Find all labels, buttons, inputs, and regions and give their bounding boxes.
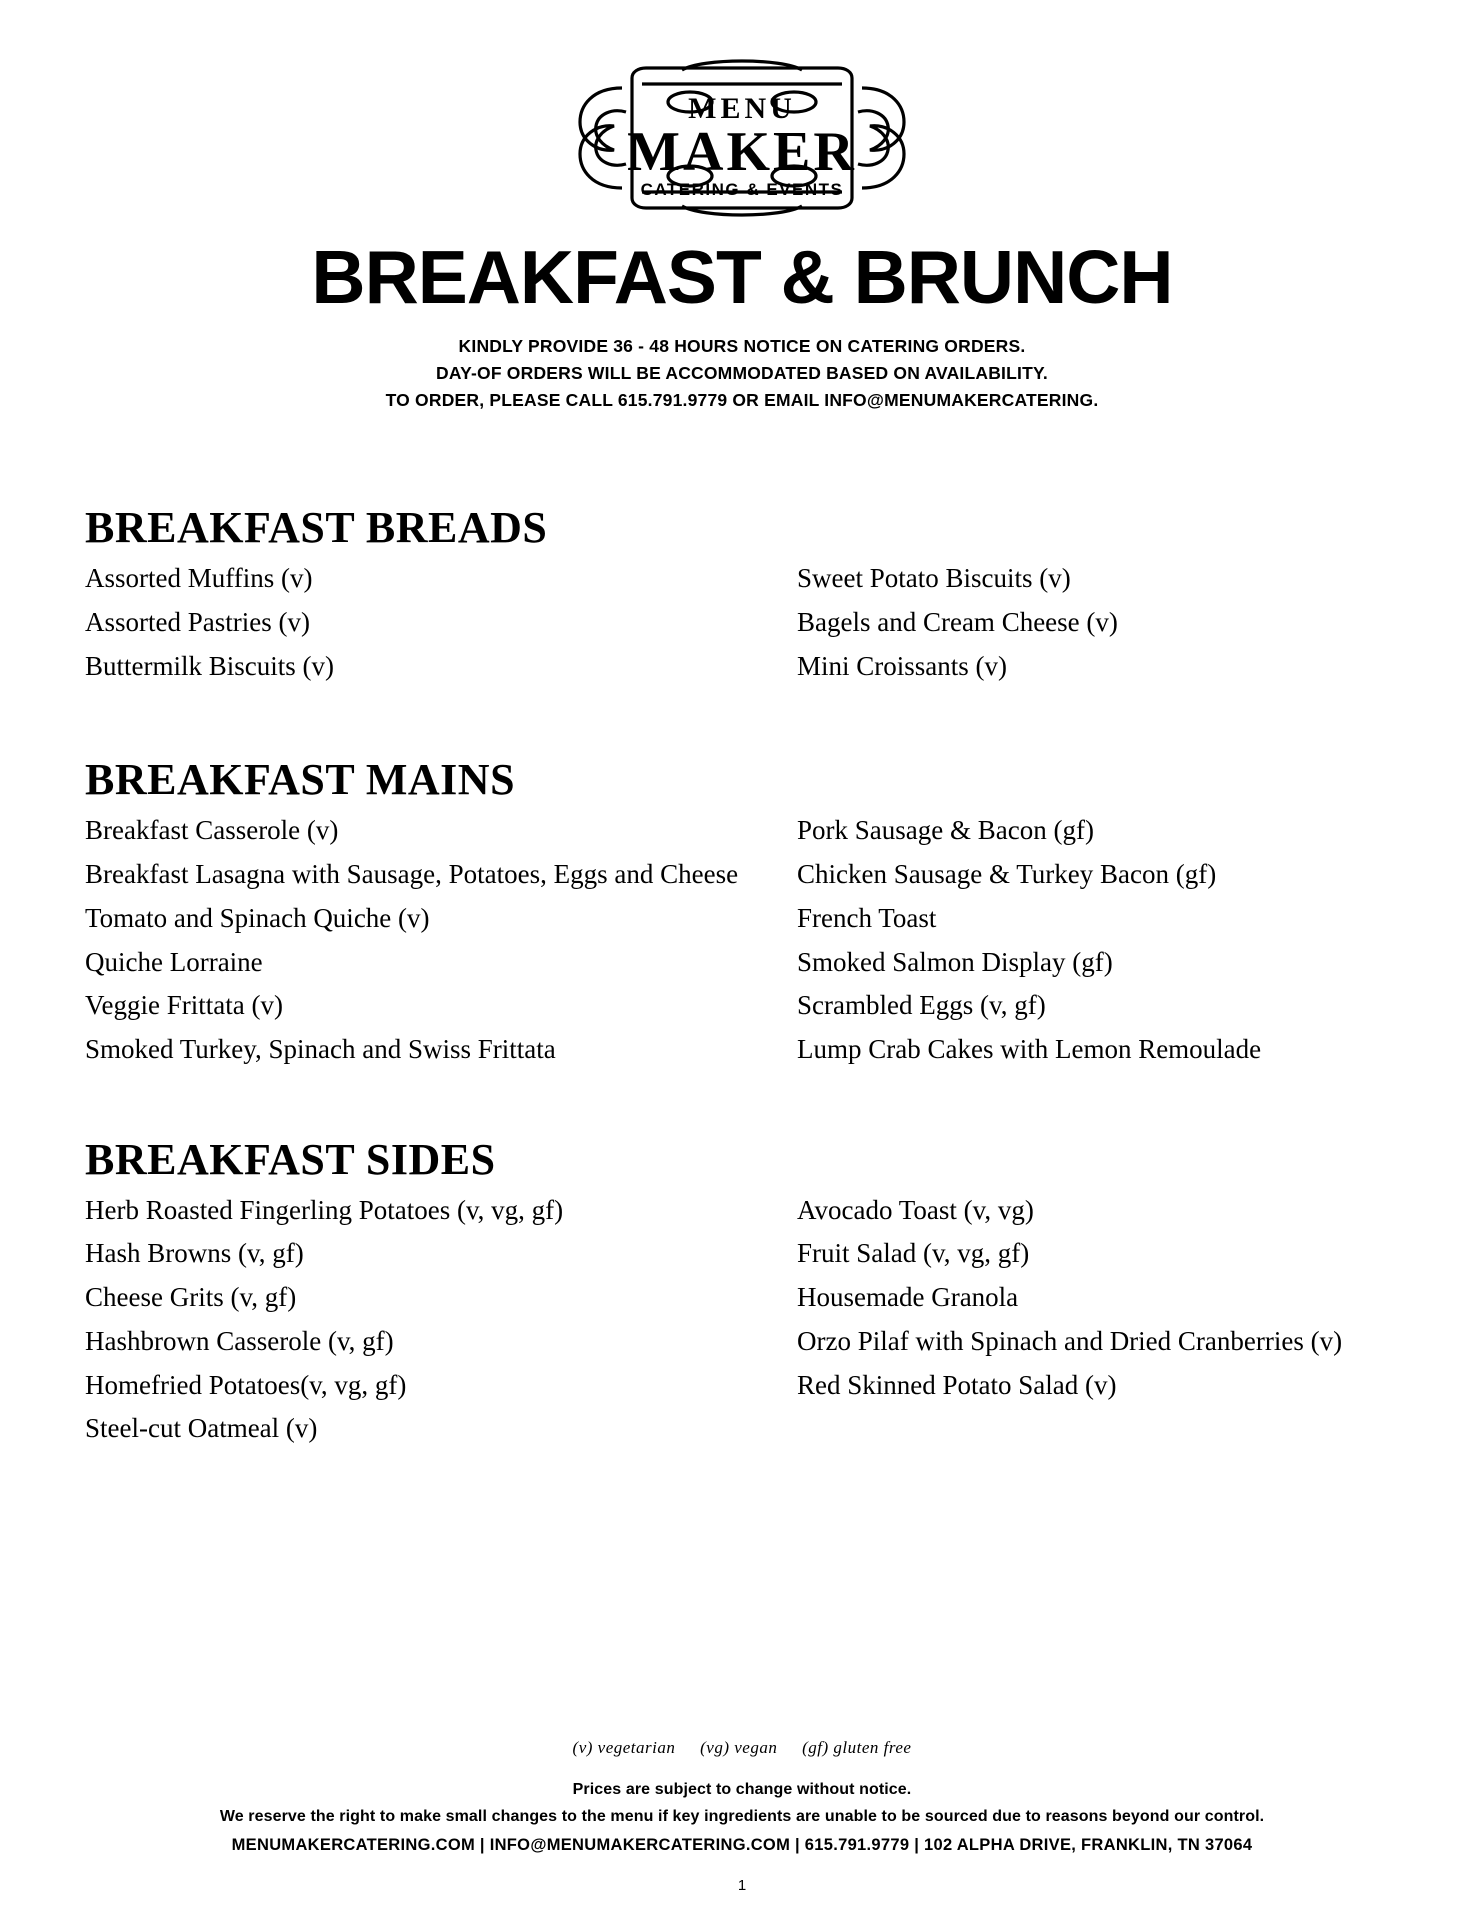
section-column-left (85, 557, 742, 688)
page-footer (0, 1738, 1484, 1894)
brand-logo (85, 48, 1399, 228)
section-breakfast-sides (85, 1134, 1399, 1451)
menu-item: Steel-cut Oatmeal (v) (85, 1413, 318, 1444)
menu-item: Red Skinned Potato Salad (v) (797, 1369, 1117, 1400)
menu-item: Orzo Pilaf with Spinach and Dried Cranberries (v) (797, 1325, 1343, 1356)
menu-item: Chicken Sausage & Turkey Bacon (gf) (797, 859, 1217, 890)
section-heading: BREAKFAST MAINS (85, 755, 516, 805)
menu-item: Breakfast Casserole (v) (85, 815, 339, 846)
menu-item: Bagels and Cream Cheese (v) (797, 606, 1118, 637)
menu-item: Cheese Grits (v, gf) (85, 1282, 297, 1313)
ordering-notices (85, 333, 1399, 414)
prices-note: Prices are subject to change without notice. (572, 1780, 912, 1798)
section-column-right (742, 557, 1399, 688)
menu-item: Pork Sausage & Bacon (gf) (797, 815, 1094, 846)
menu-item: Fruit Salad (v, vg, gf) (797, 1238, 1030, 1269)
menu-item: Avocado Toast (v, vg) (797, 1194, 1034, 1225)
menu-item: Veggie Frittata (v) (85, 990, 283, 1021)
legend-vegetarian: (v) vegetarian (572, 1737, 676, 1757)
menu-item: Herb Roasted Fingerling Potatoes (v, vg, gf) (85, 1194, 564, 1225)
logo-line-tagline: CATERING & EVENTS (640, 180, 844, 199)
menu-item: Smoked Salmon Display (gf) (797, 946, 1113, 977)
contact-line: MENUMAKERCATERING.COM | INFO@MENUMAKERCATERING.COM | 615.791.9779 | 102 ALPHA DRIVE, FRANKLIN, TN 37064 (231, 1836, 1253, 1854)
menu-item: Sweet Potato Biscuits (v) (797, 563, 1071, 594)
page-number: 1 (737, 1877, 747, 1894)
menu-item: Mini Croissants (v) (797, 650, 1008, 681)
section-breakfast-breads (85, 502, 1399, 688)
section-column-right (742, 809, 1399, 1071)
notice-line-2: DAY-OF ORDERS WILL BE ACCOMMODATED BASED ON AVAILABILITY. (436, 362, 1048, 383)
menu-item: Smoked Turkey, Spinach and Swiss Frittata (85, 1034, 556, 1064)
menu-item: Quiche Lorraine (85, 946, 263, 977)
menu-item: Scrambled Eggs (v, gf) (797, 990, 1046, 1021)
legend-gluten-free: (gf) gluten free (802, 1737, 912, 1757)
menu-item: Assorted Muffins (v) (85, 563, 313, 594)
notice-line-3: TO ORDER, PLEASE CALL 615.791.9779 OR EMAIL INFO@MENUMAKERCATERING. (385, 390, 1099, 410)
section-heading: BREAKFAST SIDES (85, 1134, 496, 1184)
menu-item: French Toast (797, 902, 937, 933)
menu-item: Buttermilk Biscuits (v) (85, 650, 334, 681)
dietary-legend (0, 1738, 1484, 1758)
menu-item: Hashbrown Casserole (v, gf) (85, 1325, 394, 1356)
section-column-right (742, 1189, 1399, 1451)
page-title: BREAKFAST & BRUNCH (311, 235, 1173, 319)
logo-line-menu: MENU (688, 92, 796, 125)
menu-item: Homefried Potatoes(v, vg, gf) (85, 1369, 407, 1400)
menu-item: Tomato and Spinach Quiche (v) (85, 902, 430, 933)
section-column-left (85, 809, 742, 1071)
menu-item: Assorted Pastries (v) (85, 606, 310, 637)
notice-line-1: KINDLY PROVIDE 36 - 48 HOURS NOTICE ON CATERING ORDERS. (458, 335, 1026, 356)
menu-item: Lump Crab Cakes with Lemon Remoulade (797, 1034, 1262, 1064)
section-heading: BREAKFAST BREADS (85, 503, 548, 553)
changes-note: We reserve the right to make small changes to the menu if key ingredients are unable to be sourced due to reasons beyond our control. (219, 1807, 1265, 1825)
logo-line-maker: MAKER (627, 121, 857, 183)
legend-vegan: (vg) vegan (700, 1737, 778, 1757)
menu-item: Breakfast Lasagna with Sausage, Potatoes, Eggs and Cheese (85, 859, 739, 890)
menu-item: Housemade Granola (797, 1282, 1019, 1313)
section-breakfast-mains (85, 754, 1399, 1071)
menu-item: Hash Browns (v, gf) (85, 1238, 304, 1269)
section-column-left (85, 1189, 742, 1451)
